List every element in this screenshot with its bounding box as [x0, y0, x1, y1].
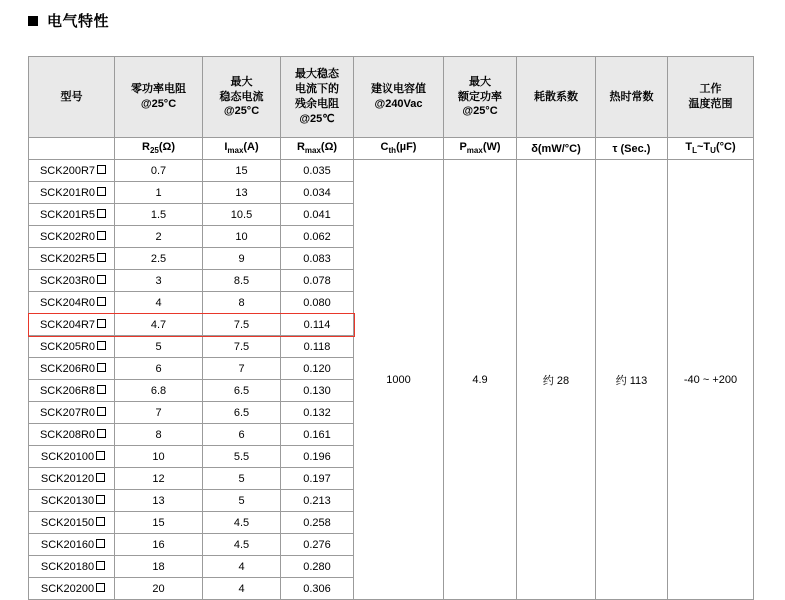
cell-rmax: 0.258: [281, 512, 354, 534]
cell-rmax: 0.306: [281, 578, 354, 600]
header-text-r25: 零功率电阻 @25°C: [131, 83, 186, 110]
cell-delta-merged: 约 28: [517, 160, 596, 600]
model-text: SCK206R8: [39, 384, 96, 397]
cell-imax: 5: [203, 490, 281, 512]
cell-rmax: 0.161: [281, 424, 354, 446]
header-text-temp: 工作 温度范围: [688, 83, 733, 110]
cell-model: [29, 160, 115, 182]
cell-imax: 5: [203, 468, 281, 490]
cell-r25: 15: [115, 512, 203, 534]
cell-rmax: 0.062: [281, 226, 354, 248]
cell-imax: 6.5: [203, 380, 281, 402]
model-text: SCK202R0: [39, 230, 96, 243]
cell-rmax: 0.132: [281, 402, 354, 424]
cell-model: [29, 578, 115, 600]
suffix-box-icon: [97, 363, 106, 372]
suffix-box-icon: [97, 385, 106, 394]
model-text: SCK208R0: [39, 428, 96, 441]
cell-model: [29, 424, 115, 446]
cell-imax: 7.5: [203, 314, 281, 336]
cell-r25: 16: [115, 534, 203, 556]
model-text: SCK20160: [40, 538, 95, 551]
cell-model: [29, 402, 115, 424]
cell-model: [29, 204, 115, 226]
cell-imax: 8: [203, 292, 281, 314]
cell-r25: 4.7: [115, 314, 203, 336]
symbol-cell-cth: $C_{th}(\mu F)$: [354, 138, 444, 160]
cell-model: [29, 534, 115, 556]
symbol-cell-rmax: $R_{max}(\Omega)$: [281, 138, 354, 160]
suffix-box-icon: [97, 341, 106, 350]
cell-tau-merged: 约 113: [596, 160, 668, 600]
model-text: SCK204R7: [39, 318, 96, 331]
cell-rmax: 0.197: [281, 468, 354, 490]
cell-r25: 2.5: [115, 248, 203, 270]
suffix-box-icon: [97, 297, 106, 306]
table-body: [29, 160, 754, 600]
cell-imax: 4: [203, 578, 281, 600]
cell-model: [29, 226, 115, 248]
cell-r25: 5: [115, 336, 203, 358]
cell-r25: 13: [115, 490, 203, 512]
cell-imax: 4: [203, 556, 281, 578]
cell-rmax: 0.034: [281, 182, 354, 204]
cell-model: [29, 358, 115, 380]
suffix-box-icon: [96, 561, 105, 570]
cell-r25: 20: [115, 578, 203, 600]
cell-r25: 10: [115, 446, 203, 468]
model-text: SCK202R5: [39, 252, 96, 265]
cell-rmax: 0.280: [281, 556, 354, 578]
cell-imax: 5.5: [203, 446, 281, 468]
table-head: [29, 57, 754, 160]
cell-rmax: 0.130: [281, 380, 354, 402]
cell-rmax: 0.120: [281, 358, 354, 380]
cell-r25: 18: [115, 556, 203, 578]
cell-imax: 9: [203, 248, 281, 270]
cell-rmax: 0.041: [281, 204, 354, 226]
electrical-characteristics-table: [28, 56, 754, 600]
cell-imax: 6.5: [203, 402, 281, 424]
header-text-rmax: 最大稳态 电流下的 残余电阻 @25℃: [295, 68, 339, 125]
cell-rmax: 0.118: [281, 336, 354, 358]
cell-model: [29, 380, 115, 402]
suffix-box-icon: [97, 253, 106, 262]
symbol-cell-tau: τ (Sec.): [596, 138, 668, 160]
cell-r25: 7: [115, 402, 203, 424]
cell-model: [29, 270, 115, 292]
cell-imax: 7.5: [203, 336, 281, 358]
header-text-cth: 建议电容值 @240Vac: [371, 83, 426, 110]
symbol-row: [29, 138, 754, 160]
square-bullet-icon: [28, 16, 38, 26]
cell-imax: 6: [203, 424, 281, 446]
model-text: SCK201R0: [39, 186, 96, 199]
symbol-cell-delta: δ(mW/°C): [517, 138, 596, 160]
model-text: SCK20180: [40, 560, 95, 573]
document-page: [0, 10, 785, 595]
cell-model: [29, 336, 115, 358]
symbol-cell-temp: $T_L\sim T_U(^\circ C)$: [668, 138, 754, 160]
cell-imax: 10.5: [203, 204, 281, 226]
cell-model: [29, 446, 115, 468]
header-text-model: 型号: [60, 90, 83, 103]
cell-rmax: 0.276: [281, 534, 354, 556]
header-cell-cth: [354, 57, 444, 138]
suffix-box-icon: [96, 517, 105, 526]
suffix-box-icon: [97, 231, 106, 240]
cell-rmax: 0.083: [281, 248, 354, 270]
model-text: SCK20150: [40, 516, 95, 529]
suffix-box-icon: [96, 473, 105, 482]
cell-temp-merged: -40 ~ +200: [668, 160, 754, 600]
cell-rmax: 0.035: [281, 160, 354, 182]
cell-imax: 13: [203, 182, 281, 204]
suffix-box-icon: [97, 187, 106, 196]
header-row: [29, 57, 754, 138]
cell-model: [29, 248, 115, 270]
suffix-box-icon: [97, 209, 106, 218]
header-cell-imax: [203, 57, 281, 138]
model-text: SCK205R0: [39, 340, 96, 353]
cell-r25: 1: [115, 182, 203, 204]
model-text: SCK201R5: [39, 208, 96, 221]
cell-rmax: 0.196: [281, 446, 354, 468]
suffix-box-icon: [97, 275, 106, 284]
cell-cth-merged: 1000: [354, 160, 444, 600]
header-text-imax: 最大 稳态电流 @25°C: [219, 75, 264, 118]
model-text: SCK20200: [40, 582, 95, 595]
cell-imax: 10: [203, 226, 281, 248]
suffix-box-icon: [97, 319, 106, 328]
cell-model: [29, 314, 115, 336]
section-title-text: 电气特性: [47, 13, 110, 30]
cell-model: [29, 512, 115, 534]
header-cell-tau: [596, 57, 668, 138]
header-cell-pmax: [444, 57, 517, 138]
model-text: SCK204R0: [39, 296, 96, 309]
cell-r25: 0.7: [115, 160, 203, 182]
header-cell-delta: [517, 57, 596, 138]
cell-rmax: 0.213: [281, 490, 354, 512]
cell-imax: 4.5: [203, 534, 281, 556]
cell-model: [29, 490, 115, 512]
header-text-pmax: 最大 额定功率 @25°C: [458, 75, 502, 118]
cell-r25: 6: [115, 358, 203, 380]
cell-imax: 15: [203, 160, 281, 182]
model-text: SCK200R7: [39, 164, 96, 177]
suffix-box-icon: [96, 451, 105, 460]
cell-r25: 3: [115, 270, 203, 292]
suffix-box-icon: [96, 495, 105, 504]
model-text: SCK20100: [40, 450, 95, 463]
model-text: SCK20130: [40, 494, 95, 507]
header-cell-rmax: [281, 57, 354, 138]
table-row: [29, 160, 754, 182]
section-heading: [28, 10, 785, 31]
header-cell-model: [29, 57, 115, 138]
symbol-cell-pmax: $P_{max}(W)$: [444, 138, 517, 160]
suffix-box-icon: [97, 407, 106, 416]
model-text: SCK20120: [40, 472, 95, 485]
header-text-delta: 耗散系数: [534, 90, 578, 103]
cell-model: [29, 182, 115, 204]
cell-model: [29, 468, 115, 490]
cell-imax: 8.5: [203, 270, 281, 292]
suffix-box-icon: [97, 429, 106, 438]
cell-imax: 4.5: [203, 512, 281, 534]
cell-r25: 6.8: [115, 380, 203, 402]
cell-pmax-merged: 4.9: [444, 160, 517, 600]
header-cell-temp: [668, 57, 754, 138]
model-text: SCK207R0: [39, 406, 96, 419]
symbol-cell-model: [29, 138, 115, 160]
header-text-tau: 热时常数: [609, 90, 654, 103]
suffix-box-icon: [97, 165, 106, 174]
symbol-cell-imax: $I_{max}(A)$: [203, 138, 281, 160]
cell-r25: 1.5: [115, 204, 203, 226]
model-text: SCK203R0: [39, 274, 96, 287]
cell-imax: 7: [203, 358, 281, 380]
suffix-box-icon: [96, 583, 105, 592]
suffix-box-icon: [96, 539, 105, 548]
cell-r25: 2: [115, 226, 203, 248]
cell-r25: 8: [115, 424, 203, 446]
model-text: SCK206R0: [39, 362, 96, 375]
cell-rmax: 0.114: [281, 314, 354, 336]
cell-model: [29, 556, 115, 578]
cell-model: [29, 292, 115, 314]
cell-r25: 4: [115, 292, 203, 314]
cell-rmax: 0.078: [281, 270, 354, 292]
cell-r25: 12: [115, 468, 203, 490]
cell-rmax: 0.080: [281, 292, 354, 314]
header-cell-r25: [115, 57, 203, 138]
symbol-cell-r25: $R_{25}(\Omega)$: [115, 138, 203, 160]
